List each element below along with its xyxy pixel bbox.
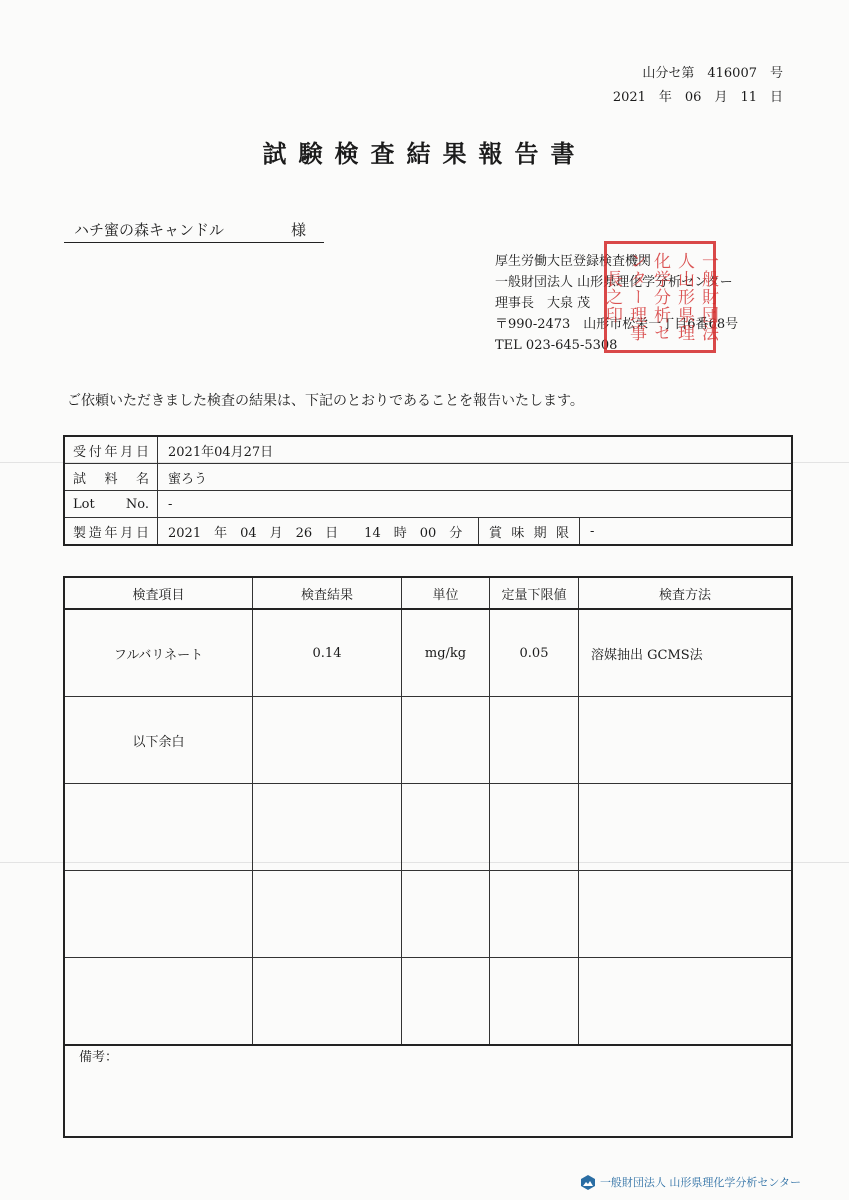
received-date-value: 2021年04月27日 bbox=[158, 436, 793, 464]
cell-result bbox=[253, 871, 402, 958]
remarks-label: 備考： bbox=[79, 1050, 119, 1065]
cell-method bbox=[579, 958, 793, 1046]
table-row bbox=[64, 436, 792, 464]
cell-test-item bbox=[64, 958, 253, 1046]
header-unit: 単位 bbox=[402, 577, 490, 609]
expiry-value: - bbox=[580, 518, 793, 546]
cell-lower-limit bbox=[490, 697, 579, 784]
table-row bbox=[64, 871, 792, 958]
cell-result bbox=[253, 958, 402, 1046]
table-row bbox=[64, 958, 792, 1046]
cell-method bbox=[579, 697, 793, 784]
table-header-row bbox=[64, 577, 792, 609]
table-row bbox=[64, 784, 792, 871]
received-date-label: 受付年月日 bbox=[64, 436, 158, 464]
cell-result bbox=[253, 697, 402, 784]
footer-logo bbox=[580, 1174, 801, 1190]
header-test-item: 検査項目 bbox=[64, 577, 253, 609]
cell-unit bbox=[402, 958, 490, 1046]
cell-lower-limit: 0.05 bbox=[490, 609, 579, 697]
manufactured-date-value: 2021 年 04 月 26 日 14 時 00 分 bbox=[158, 518, 479, 546]
sample-name-value: 蜜ろう bbox=[158, 464, 793, 491]
report-reference bbox=[613, 62, 783, 110]
results-table bbox=[63, 576, 793, 1046]
table-row bbox=[64, 609, 792, 697]
cell-unit bbox=[402, 871, 490, 958]
issuer-address: 〒990-2473 山形市松栄一丁目6番68号 bbox=[495, 317, 739, 332]
cell-result bbox=[253, 784, 402, 871]
cell-test-item bbox=[64, 784, 253, 871]
cell-test-item: フルバリネート bbox=[64, 609, 253, 697]
lot-label: Lot No. bbox=[64, 491, 158, 518]
issuer-phone: TEL 023-645-5308 bbox=[495, 338, 618, 353]
table-row bbox=[64, 491, 792, 518]
addressee-name: ハチ蜜の森キャンドル bbox=[74, 221, 225, 239]
header-lower-limit: 定量下限値 bbox=[490, 577, 579, 609]
header-result: 検査結果 bbox=[253, 577, 402, 609]
cell-lower-limit bbox=[490, 784, 579, 871]
cell-test-item: 以下余白 bbox=[64, 697, 253, 784]
footer-org: 一般財団法人 山形県理化学分析センター bbox=[599, 1176, 801, 1189]
table-row bbox=[64, 697, 792, 784]
cell-result: 0.14 bbox=[253, 609, 402, 697]
cell-lower-limit bbox=[490, 958, 579, 1046]
sample-info-table bbox=[63, 435, 793, 546]
sample-name-label: 試料名 bbox=[64, 464, 158, 491]
cell-lower-limit bbox=[490, 871, 579, 958]
page-title: 試験検査結果報告書 bbox=[262, 139, 587, 168]
cell-method: 溶媒抽出 GCMS法 bbox=[579, 609, 793, 697]
table-row bbox=[64, 464, 792, 491]
table-row bbox=[64, 518, 792, 546]
issue-date: 2021 年 06 月 11 日 bbox=[612, 90, 783, 105]
manufactured-date-label: 製造年月日 bbox=[64, 518, 158, 546]
cell-unit: mg/kg bbox=[402, 609, 490, 697]
issuer-director: 理事長 大泉 茂 bbox=[495, 296, 591, 311]
header-method: 検査方法 bbox=[579, 577, 793, 609]
official-seal-icon bbox=[604, 241, 716, 353]
intro-text: ご依頼いただきました検査の結果は、下記のとおりであることを報告いたします。 bbox=[67, 393, 584, 409]
cell-method bbox=[579, 784, 793, 871]
issuer-organization: 一般財団法人 山形県理化学分析センター bbox=[495, 275, 733, 290]
addressee bbox=[64, 219, 324, 243]
seal-text: 一般財団法人山形県理化学分析センター理事長之印 bbox=[602, 252, 718, 342]
reference-number: 山分セ第 416007 号 bbox=[642, 66, 783, 81]
mountain-logo-icon bbox=[580, 1174, 596, 1190]
cell-test-item bbox=[64, 871, 253, 958]
cell-unit bbox=[402, 784, 490, 871]
cell-unit bbox=[402, 697, 490, 784]
addressee-honorific: 様 bbox=[290, 221, 306, 239]
lot-value: - bbox=[158, 491, 793, 518]
remarks-box bbox=[63, 1034, 793, 1138]
cell-method bbox=[579, 871, 793, 958]
expiry-label: 賞味期限 bbox=[479, 518, 580, 546]
issuer-registration: 厚生労働大臣登録検査機関 bbox=[495, 254, 652, 269]
